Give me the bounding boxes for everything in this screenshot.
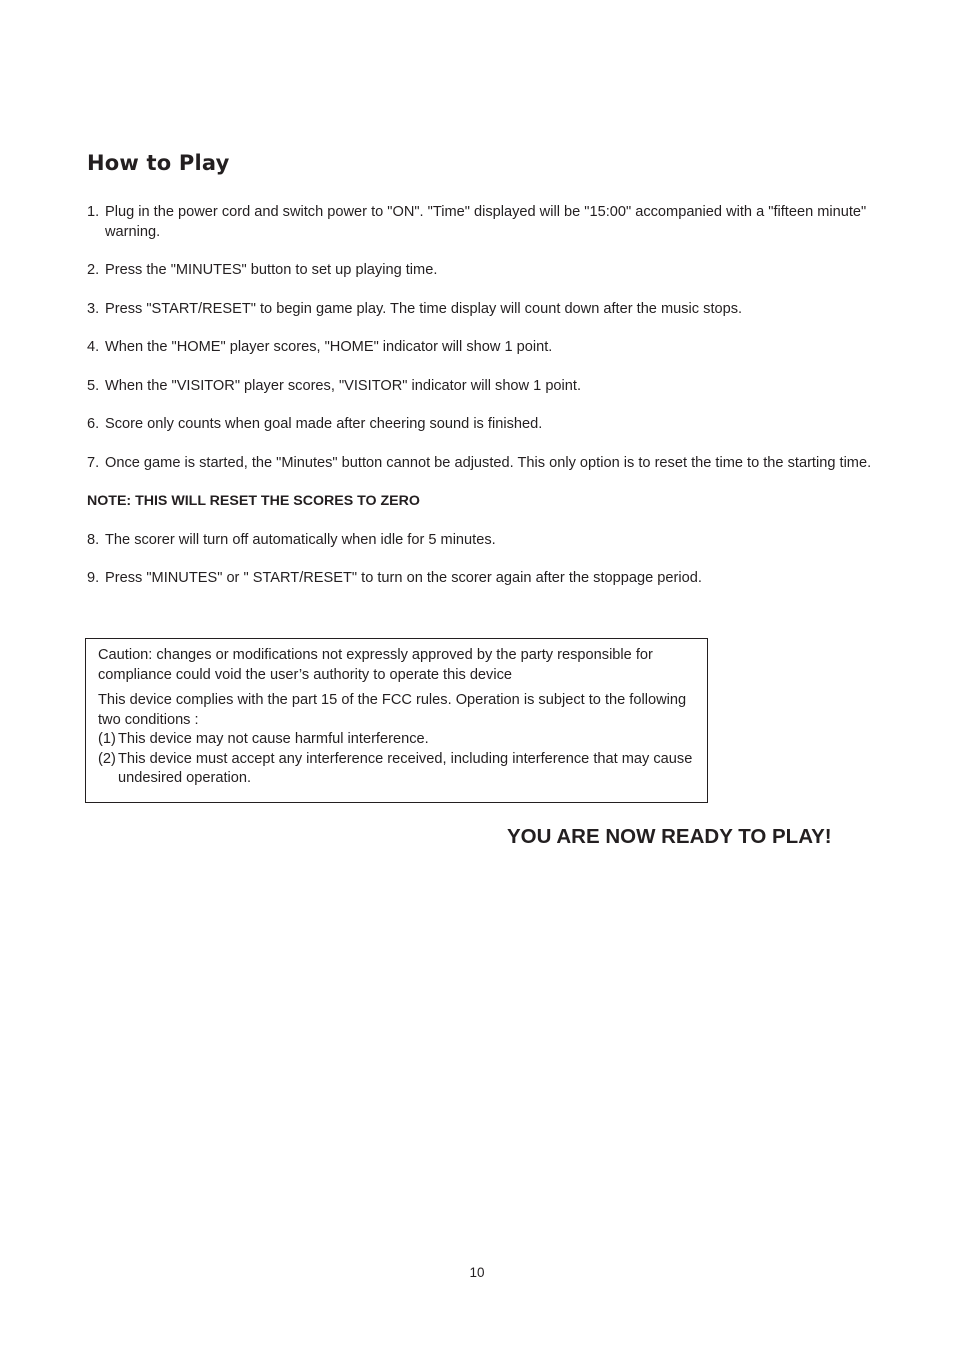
ready-to-play-heading: YOU ARE NOW READY TO PLAY! [507, 825, 832, 848]
step-number: 1. [87, 204, 100, 220]
step-text: Press "START/RESET" to begin game play. The time display will count down after the music stops. [105, 300, 743, 317]
step-1 [87, 203, 877, 242]
fcc-caution-box [85, 638, 708, 803]
step-number: 7. [87, 454, 100, 471]
step-number: 5. [87, 377, 100, 394]
step-6 [87, 415, 877, 435]
step-number: 3. [87, 300, 100, 317]
condition-text: This device must accept any interference received, including interference that may cause undesired operation. [118, 750, 693, 786]
step-text: When the "VISITOR" player scores, "VISITOR" indicator will show 1 point. [105, 377, 582, 394]
step-number: 2. [87, 262, 100, 278]
step-text: Score only counts when goal made after cheering sound is finished. [105, 416, 543, 432]
step-text: Press the "MINUTES" button to set up playing time. [105, 262, 438, 278]
step-number: 8. [87, 531, 100, 548]
fcc-condition-2 [98, 750, 696, 789]
step-3 [87, 300, 877, 320]
page-title: How to Play [87, 151, 230, 175]
step-text: Press "MINUTES" or " START/RESET" to turn on the scorer again after the stoppage period. [105, 570, 702, 586]
step-2 [87, 261, 877, 281]
condition-text: This device may not cause harmful interference. [118, 731, 429, 747]
step-8 [87, 531, 877, 551]
step-text: When the "HOME" player scores, "HOME" indicator will show 1 point. [105, 339, 553, 355]
fcc-condition-1 [98, 730, 696, 750]
fcc-intro: This device complies with the part 15 of the FCC rules. Operation is subject to the following two conditions : [98, 692, 687, 728]
step-text: The scorer will turn off automatically when idle for 5 minutes. [105, 531, 496, 548]
instructions-list [87, 203, 877, 608]
step-9 [87, 569, 877, 589]
step-5 [87, 377, 877, 397]
step-4 [87, 338, 877, 358]
reset-note: NOTE: THIS WILL RESET THE SCORES TO ZERO [87, 493, 420, 509]
step-number: 9. [87, 570, 100, 586]
caution-warning: Caution: changes or modifications not expressly approved by the party responsible for compliance could void the user’s authority to operate this device [98, 647, 653, 683]
step-number: 6. [87, 416, 100, 432]
page-number: 10 [469, 1265, 485, 1280]
step-number: 4. [87, 339, 100, 355]
step-7 [87, 454, 877, 474]
step-text: Once game is started, the "Minutes" button cannot be adjusted. This only option is to reset the time to the starting time. [105, 454, 872, 471]
step-text: Plug in the power cord and switch power to "ON". "Time" displayed will be "15:00" accompanied with a "fifteen minute" warning. [105, 204, 867, 240]
condition-number: (2) [98, 750, 116, 767]
condition-number: (1) [98, 731, 116, 747]
